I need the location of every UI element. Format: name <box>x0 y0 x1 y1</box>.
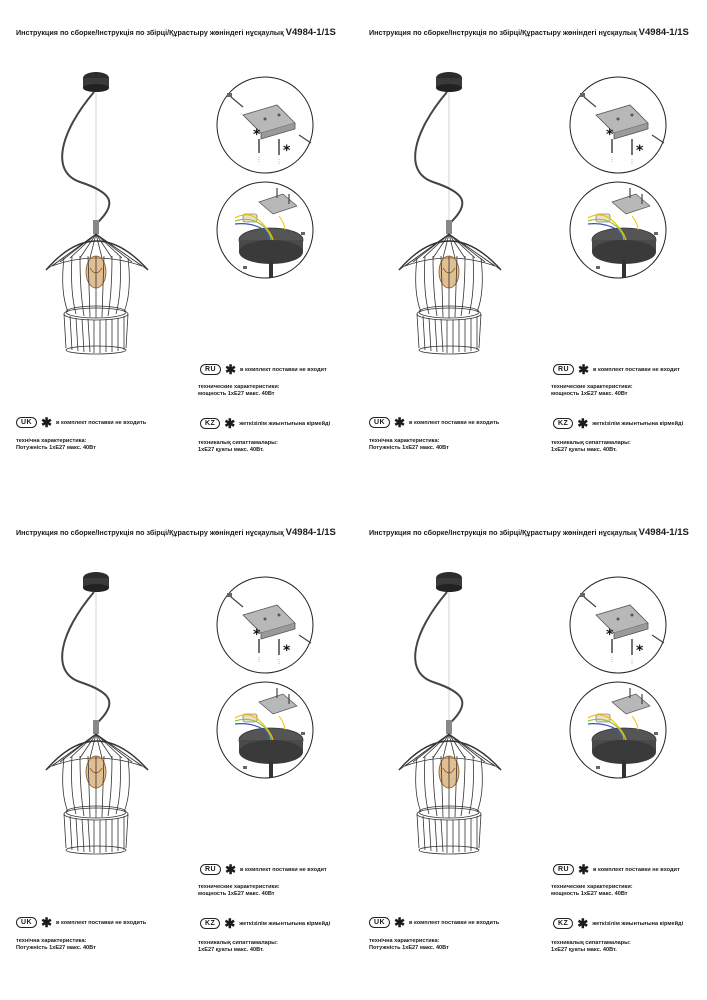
ru-language-badge: RU <box>200 864 221 875</box>
sheet-title: Инструкция по сборке/Інструкція по збірці/Құрастыру жөніндегі нұсқаулық V4984-1/1S <box>369 527 689 538</box>
asterisk-icon: ✱ <box>225 361 237 377</box>
uk-specifications: технічна характеристика: Потужність 1хЕ27 макс. 40Вт <box>16 938 96 951</box>
ru-specifications: технические характеристики: мощность 1хЕ27 макс. 40Вт <box>551 884 633 897</box>
kz-specifications: техникалық сипаттамалары: 1хЕ27 қуаты макс. 40Вт. <box>198 940 278 953</box>
asterisk-icon: ✱ <box>41 414 53 430</box>
kz-not-included-text: жеткізілім жиынтығына кірмейді <box>592 420 684 427</box>
svg-text:*: * <box>636 643 644 659</box>
asterisk-icon: ✱ <box>225 861 237 877</box>
uk-not-included-row <box>369 414 500 430</box>
kz-not-included-row <box>553 915 684 931</box>
ru-not-included-row <box>553 861 680 877</box>
wiring-diagram <box>215 680 315 780</box>
uk-not-included-text: в комплект поставки не входить <box>56 419 147 426</box>
ru-not-included-text: в комплект поставки не входит <box>240 366 327 373</box>
uk-specifications: технічна характеристика: Потужність 1хЕ27 макс. 40Вт <box>369 438 449 451</box>
ru-not-included-row <box>553 361 680 377</box>
ru-not-included-row <box>200 361 327 377</box>
svg-text:*: * <box>253 127 261 143</box>
asterisk-icon: ✱ <box>577 915 589 931</box>
kz-not-included-row <box>200 415 331 431</box>
ru-specifications: технические характеристики: мощность 1хЕ27 макс. 40Вт <box>198 884 280 897</box>
ru-not-included-text: в комплект поставки не входит <box>593 366 680 373</box>
instruction-sheet-1 <box>0 0 353 500</box>
sheet-title: Инструкция по сборке/Інструкція по збірці/Құрастыру жөніндегі нұсқаулық V4984-1/1S <box>16 27 336 38</box>
sheet-title: Инструкция по сборке/Інструкція по збірці/Құрастыру жөніндегі нұсқаулық V4984-1/1S <box>16 527 336 538</box>
wiring-diagram <box>568 680 668 780</box>
svg-text:*: * <box>253 627 261 643</box>
asterisk-icon: ✱ <box>394 414 406 430</box>
kz-language-badge: KZ <box>200 418 220 429</box>
kz-specifications: техникалық сипаттамалары: 1хЕ27 қуаты макс. 40Вт. <box>551 940 631 953</box>
pendant-lamp-illustration <box>30 62 160 362</box>
ru-not-included-text: в комплект поставки не входит <box>240 866 327 873</box>
asterisk-icon: ✱ <box>394 914 406 930</box>
uk-not-included-row <box>16 914 147 930</box>
wiring-diagram <box>215 180 315 280</box>
uk-not-included-row <box>369 914 500 930</box>
svg-text:*: * <box>283 143 291 159</box>
asterisk-icon: ✱ <box>224 415 236 431</box>
svg-text:*: * <box>283 643 291 659</box>
svg-text:*: * <box>606 127 614 143</box>
ru-language-badge: RU <box>553 364 574 375</box>
kz-not-included-row <box>553 415 684 431</box>
pendant-lamp-illustration <box>30 562 160 862</box>
asterisk-icon: ✱ <box>578 361 590 377</box>
asterisk-icon: ✱ <box>41 914 53 930</box>
pendant-lamp-illustration <box>383 62 513 362</box>
kz-not-included-text: жеткізілім жиынтығына кірмейді <box>239 920 331 927</box>
uk-not-included-row <box>16 414 147 430</box>
ru-not-included-row <box>200 861 327 877</box>
ru-language-badge: RU <box>553 864 574 875</box>
ru-not-included-text: в комплект поставки не входит <box>593 866 680 873</box>
instruction-sheet-3 <box>0 500 353 1000</box>
bracket-mount-diagram <box>568 75 668 175</box>
wiring-diagram <box>568 180 668 280</box>
pendant-lamp-illustration <box>383 562 513 862</box>
uk-language-badge: UK <box>16 417 37 428</box>
svg-text:*: * <box>606 627 614 643</box>
sheet-title: Инструкция по сборке/Інструкція по збірці/Құрастыру жөніндегі нұсқаулық V4984-1/1S <box>369 27 689 38</box>
instruction-sheet-2 <box>353 0 706 500</box>
uk-language-badge: UK <box>369 917 390 928</box>
kz-not-included-text: жеткізілім жиынтығына кірмейді <box>592 920 684 927</box>
ru-language-badge: RU <box>200 364 221 375</box>
kz-language-badge: KZ <box>553 418 573 429</box>
uk-not-included-text: в комплект поставки не входить <box>409 919 500 926</box>
instruction-sheet-4 <box>353 500 706 1000</box>
asterisk-icon: ✱ <box>224 915 236 931</box>
uk-specifications: технічна характеристика: Потужність 1хЕ27 макс. 40Вт <box>16 438 96 451</box>
uk-not-included-text: в комплект поставки не входить <box>409 419 500 426</box>
bracket-mount-diagram <box>215 575 315 675</box>
kz-not-included-text: жеткізілім жиынтығына кірмейді <box>239 420 331 427</box>
asterisk-icon: ✱ <box>578 861 590 877</box>
asterisk-icon: ✱ <box>577 415 589 431</box>
uk-language-badge: UK <box>16 917 37 928</box>
ru-specifications: технические характеристики: мощность 1хЕ27 макс. 40Вт <box>551 384 633 397</box>
bracket-mount-diagram <box>215 75 315 175</box>
svg-text:*: * <box>636 143 644 159</box>
uk-specifications: технічна характеристика: Потужність 1хЕ27 макс. 40Вт <box>369 938 449 951</box>
kz-specifications: техникалық сипаттамалары: 1хЕ27 қуаты макс. 40Вт. <box>551 440 631 453</box>
kz-language-badge: KZ <box>200 918 220 929</box>
uk-not-included-text: в комплект поставки не входить <box>56 919 147 926</box>
kz-not-included-row <box>200 915 331 931</box>
ru-specifications: технические характеристики: мощность 1хЕ27 макс. 40Вт <box>198 384 280 397</box>
kz-specifications: техникалық сипаттамалары: 1хЕ27 қуаты макс. 40Вт. <box>198 440 278 453</box>
bracket-mount-diagram <box>568 575 668 675</box>
kz-language-badge: KZ <box>553 918 573 929</box>
uk-language-badge: UK <box>369 417 390 428</box>
